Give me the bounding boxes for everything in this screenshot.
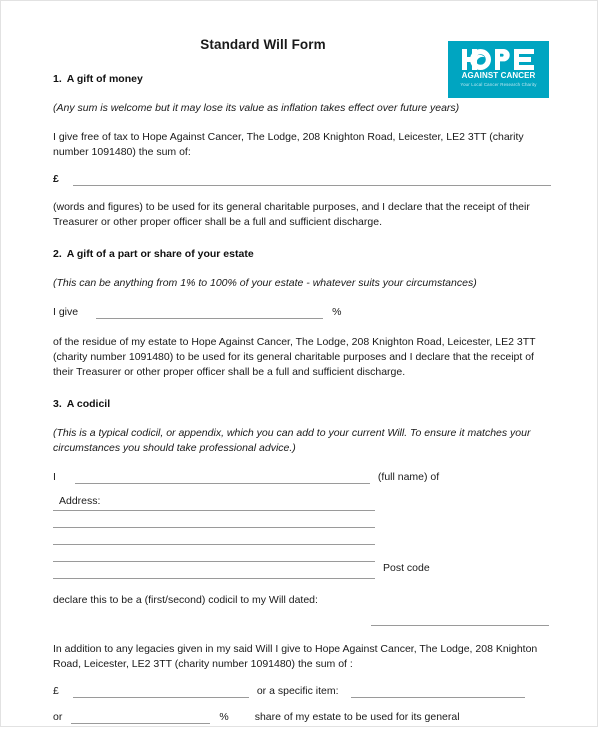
- specific-item-input[interactable]: [351, 686, 525, 698]
- codicil-sum-input[interactable]: [73, 686, 249, 698]
- section-1-body-before: I give free of tax to Hope Against Cancer, The Lodge, 208 Knighton Road, Leicester, LE2 3TT (charity number 1091480) the sum of:: [53, 131, 524, 158]
- gift-amount-input[interactable]: [73, 174, 551, 186]
- address-input-line-4[interactable]: [53, 545, 375, 562]
- codicil-declare-text: declare this to be a (first/second) codicil to my Will dated:: [53, 594, 318, 606]
- section-1-title: A gift of money: [66, 73, 143, 85]
- full-name-label: I: [53, 471, 56, 483]
- address-input-line-3[interactable]: [53, 528, 375, 545]
- section-2-number: 2.: [53, 248, 62, 260]
- section-3-note: (This is a typical codicil, or appendix, which you can add to your current Will. To ensure it matches your circumstances you should take professional advice.): [53, 427, 531, 454]
- codicil-sum-row: [53, 684, 549, 698]
- codicil-legacy-text: In addition to any legacies given in my said Will I give to Hope Against Cancer, The Lodge, 208 Knighton Road, Leicester, LE2 3TT (charity number 1091480) the sum of :: [53, 643, 538, 670]
- will-dated-input[interactable]: [371, 614, 549, 626]
- logo-wordmark-hope: [448, 48, 549, 70]
- estate-share-percent-label: %: [332, 306, 342, 318]
- full-name-input[interactable]: [75, 472, 370, 484]
- address-input-line-5[interactable]: [53, 562, 375, 579]
- hope-against-cancer-logo: [448, 41, 549, 98]
- full-name-row: [53, 470, 549, 484]
- section-2-body-after: of the residue of my estate to Hope Against Cancer, The Lodge, 208 Knighton Road, Leicester, LE2 3TT (charity number 1091480) to be used for its general charitable purposes and I declare that the receipt of their Treasurer or other proper officer shall be a full and sufficient discharge.: [53, 336, 536, 378]
- codicil-or-label: or: [53, 711, 63, 723]
- codicil-share-row: [53, 710, 549, 724]
- document-content: [53, 1, 549, 724]
- gift-amount-row: [53, 172, 549, 186]
- postcode-label: Post code: [383, 562, 430, 574]
- section-2-title: A gift of a part or share of your estate: [66, 248, 254, 260]
- section-3-number: 3.: [53, 398, 62, 410]
- codicil-share-text: share of my estate to be used for its general: [254, 711, 460, 723]
- gift-amount-label: £: [53, 173, 59, 185]
- full-name-suffix: (full name) of: [377, 471, 440, 483]
- codicil-sum-label: £: [53, 685, 59, 697]
- codicil-share-percent-label: %: [219, 711, 229, 723]
- address-input-line-2[interactable]: [53, 511, 375, 528]
- logo-subtitle: AGAINST CANCER: [461, 71, 536, 80]
- section-1-number: 1.: [53, 73, 62, 85]
- logo-tagline: Your Local Cancer Research Charity: [460, 82, 537, 87]
- estate-share-label: I give: [53, 306, 79, 318]
- section-2: [53, 248, 549, 380]
- codicil-share-input[interactable]: [71, 712, 210, 724]
- estate-share-row: [53, 305, 549, 319]
- section-3: [53, 398, 549, 724]
- section-2-note: (This can be anything from 1% to 100% of your estate - whatever suits your circumstances): [53, 277, 477, 289]
- section-3-heading: [53, 398, 549, 410]
- specific-item-label: or a specific item:: [256, 685, 339, 697]
- page-title: Standard Will Form: [200, 37, 326, 52]
- section-2-heading: [53, 248, 549, 260]
- estate-share-input[interactable]: [96, 307, 323, 319]
- will-dated-row: [53, 614, 549, 626]
- section-3-title: A codicil: [66, 398, 111, 410]
- section-1-body-after: (words and figures) to be used for its general charitable purposes, and I declare that the receipt of their Treasurer or other proper officer shall be a full and sufficient discharge.: [53, 201, 530, 228]
- address-label: Address:: [59, 495, 103, 507]
- section-1-note: (Any sum is welcome but it may lose its value as inflation takes effect over future years): [53, 102, 460, 114]
- address-block: [53, 494, 549, 579]
